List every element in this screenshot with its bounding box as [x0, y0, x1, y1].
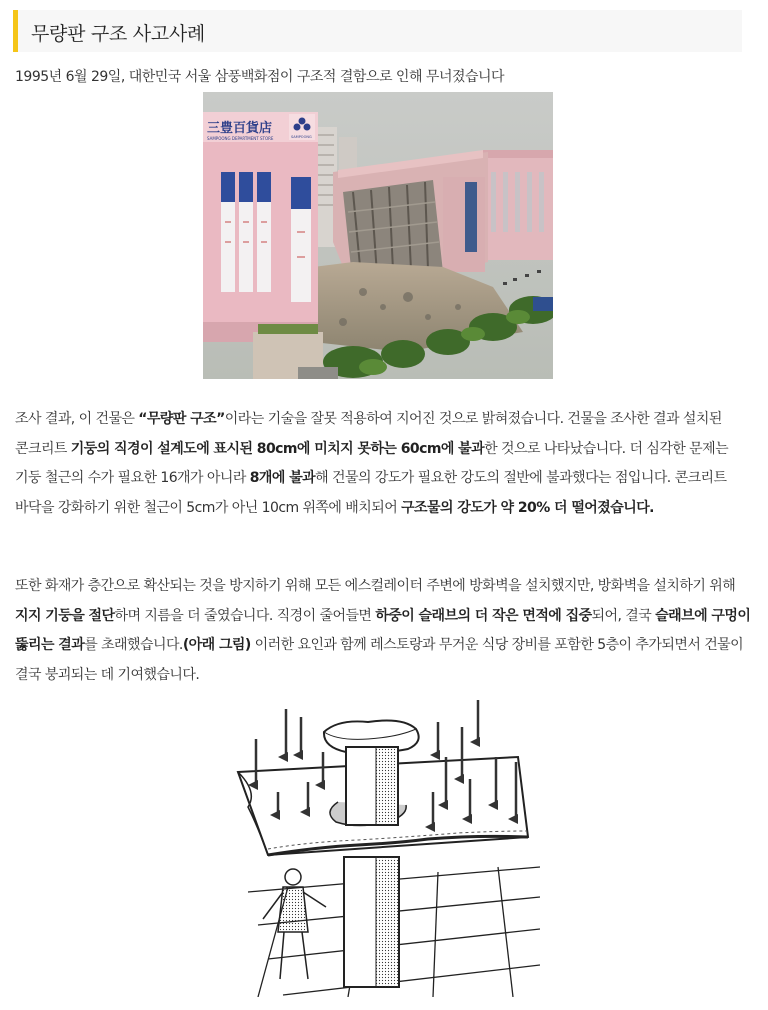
store-banners: [221, 172, 311, 302]
store-logo-text: SAMPOONG: [291, 135, 312, 139]
section-title: 무량판 구조 사고사례: [31, 23, 205, 45]
paragraph-investigation: 조사 결과, 이 건물은 “무량판 구조”이라는 기술을 잘못 적용하여 지어진 것으로 밝혀졌습니다. 건물을 조사한 결과 설치된 콘크리트 기둥의 직경이 설계도에 표시된 80cm에 미치지 못하는 60cm에 불과한 것으로 나타났습니다. 더 심각한 문제는 기둥 철근의 수가 필요한 16개가 아니라 8개에 불과해 건물의 강도가 필요한 강도의 절반에 불과했다는 점입니다. 콘크리트 바닥을 강화하기 위한 철근이 5cm가 아닌 10cm 위쪽에 배치되어 구조물의 강도가 약 20% 더 떨어졌습니다.: [15, 411, 729, 516]
store-sign-main: 三豊百貨店: [207, 121, 273, 136]
paragraph-firewall: 또한 화재가 층간으로 확산되는 것을 방지하기 위해 모든 에스컬레이터 주변에 방화벽을 설치했지만, 방화벽을 설치하기 위해 지지 기둥을 절단하며 지름을 더 줄였습니다. 직경이 줄어들면 하중이 슬래브의 더 작은 면적에 집중되어, 결국 슬래브에 구멍이 뚫리는 결과를 초래했습니다.(아래 그림) 이러한 요인과 함께 레스토랑과 무거운 식당 장비를 포함한 5층이 추가되면서 건물이 결국 붕괴되는 데 기여했습니다.: [15, 578, 751, 683]
punching-shear-illustration-icon: [228, 697, 540, 997]
section-heading: [13, 10, 742, 52]
photo-caption: 1995년 6월 29일, 대한민국 서울 삼풍백화점이 구조적 결함으로 인해 무너졌습니다: [15, 69, 505, 85]
collapse-photo: [203, 92, 553, 379]
store-sign-sub: SAMPOONG DEPARTMENT STORE: [207, 136, 274, 141]
